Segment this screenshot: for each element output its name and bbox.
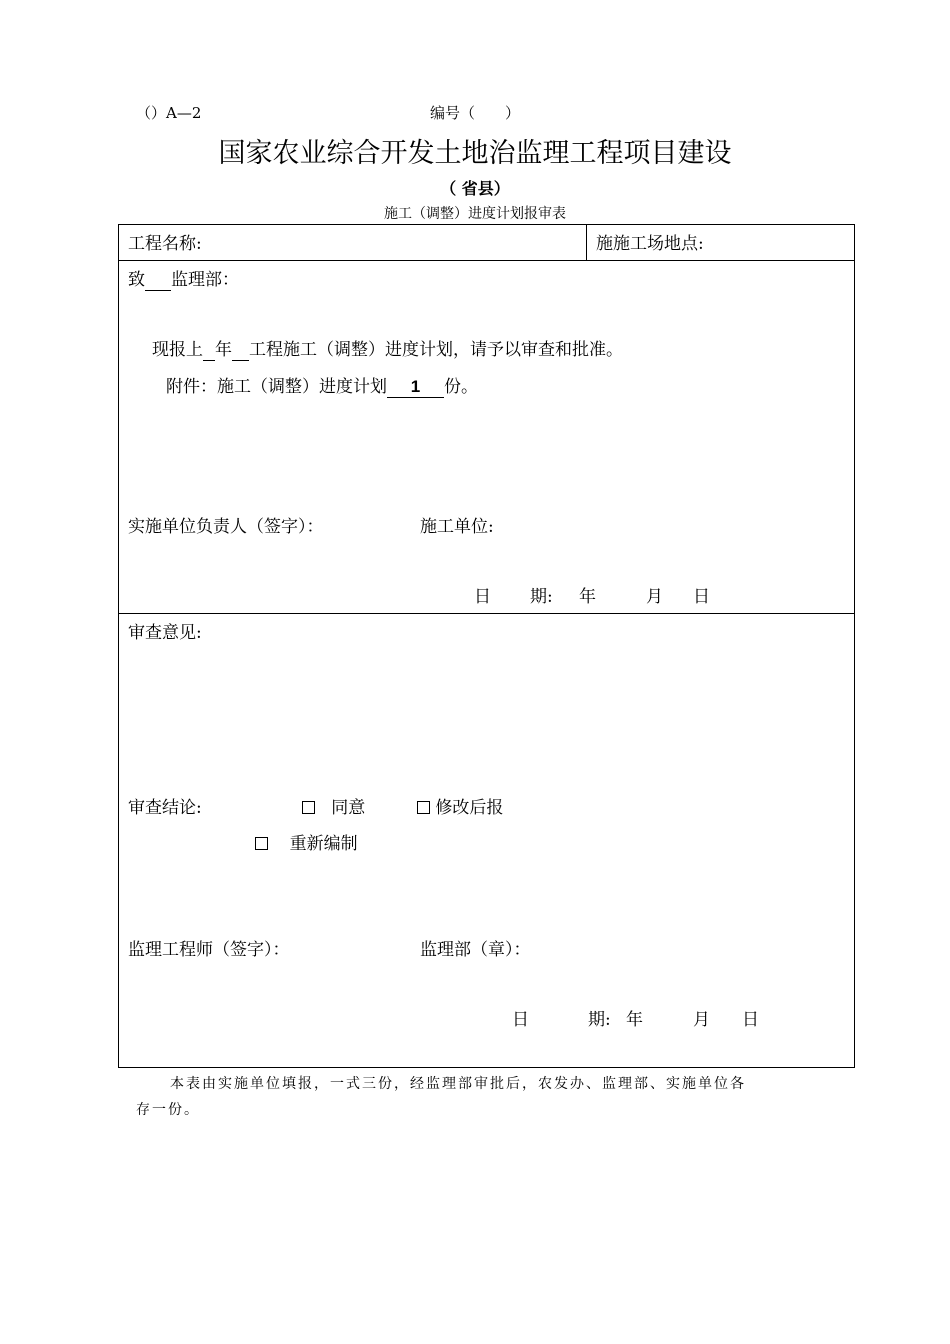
footnote-line-2: 存一份。	[136, 1102, 200, 1118]
redo-label: 重新编制	[289, 834, 358, 854]
date-year-2: 年	[626, 1010, 643, 1030]
modify-label: 修改后报	[435, 798, 504, 818]
date-day-1: 日	[693, 587, 710, 607]
report-year-blank	[203, 340, 215, 361]
form-caption: 施工（调整）进度计划报审表	[384, 206, 566, 222]
date-qi-1: 期:	[530, 587, 553, 607]
footnote-line-1: 本表由实施单位填报，一式三份，经监理部审批后，农发办、监理部、实施单位各	[170, 1076, 746, 1092]
report-text: 工程施工（调整）进度计划，请予以审查和批准。	[249, 340, 623, 360]
addressee-suffix: 监理部：	[171, 270, 239, 290]
table-row-divider-2	[118, 613, 855, 614]
supervision-dept-label: 监理部（章）：	[420, 940, 531, 960]
attachment-line	[166, 372, 478, 398]
report-prefix: 现报上	[152, 340, 203, 360]
site-label: 施施工场地点:	[596, 234, 704, 254]
attachment-unit: 份。	[444, 377, 478, 397]
date-qi-2: 期:	[588, 1010, 611, 1030]
option-agree[interactable]	[302, 793, 365, 818]
option-modify[interactable]	[417, 793, 503, 818]
report-project-blank	[232, 340, 249, 361]
option-redo[interactable]	[255, 829, 358, 854]
table-border-top	[118, 224, 855, 225]
addressee-prefix: 致	[128, 270, 145, 290]
table-border-right	[854, 224, 855, 1068]
page-subtitle: （ 省县）	[440, 179, 510, 198]
addressee-line	[128, 265, 239, 291]
date-month-2: 月	[693, 1010, 710, 1030]
report-year: 年	[215, 340, 232, 360]
addressee-blank	[145, 270, 171, 291]
date-day-2: 日	[742, 1010, 759, 1030]
modify-checkbox[interactable]	[417, 801, 430, 814]
date-month-1: 月	[646, 587, 663, 607]
attachment-count: 1	[387, 377, 444, 398]
date-year-1: 年	[579, 587, 596, 607]
review-opinion-label: 审查意见:	[128, 623, 202, 643]
construction-unit-label: 施工单位:	[420, 517, 494, 537]
serial-number-label: 编号（ ）	[430, 104, 521, 122]
engineer-signature-label: 监理工程师（签字）：	[128, 940, 290, 960]
attachment-label: 附件：施工（调整）进度计划	[166, 377, 387, 397]
agree-label: 同意	[331, 798, 366, 818]
page-title: 国家农业综合开发土地治监理工程项目建设	[218, 138, 732, 169]
principal-signature-label: 实施单位负责人（签字）：	[128, 517, 324, 537]
report-statement	[152, 335, 623, 361]
agree-checkbox[interactable]	[302, 801, 315, 814]
table-border-bottom	[118, 1067, 855, 1068]
review-conclusion-label: 审查结论:	[128, 798, 202, 818]
date-ri-1: 日	[474, 587, 491, 607]
form-code: （）A—2	[136, 104, 202, 122]
table-row-divider-1	[118, 260, 855, 261]
project-name-label: 工程名称:	[128, 234, 202, 254]
table-border-left	[118, 224, 119, 1068]
table-column-divider	[586, 224, 587, 261]
redo-checkbox[interactable]	[255, 837, 268, 850]
date-ri-2: 日	[512, 1010, 529, 1030]
